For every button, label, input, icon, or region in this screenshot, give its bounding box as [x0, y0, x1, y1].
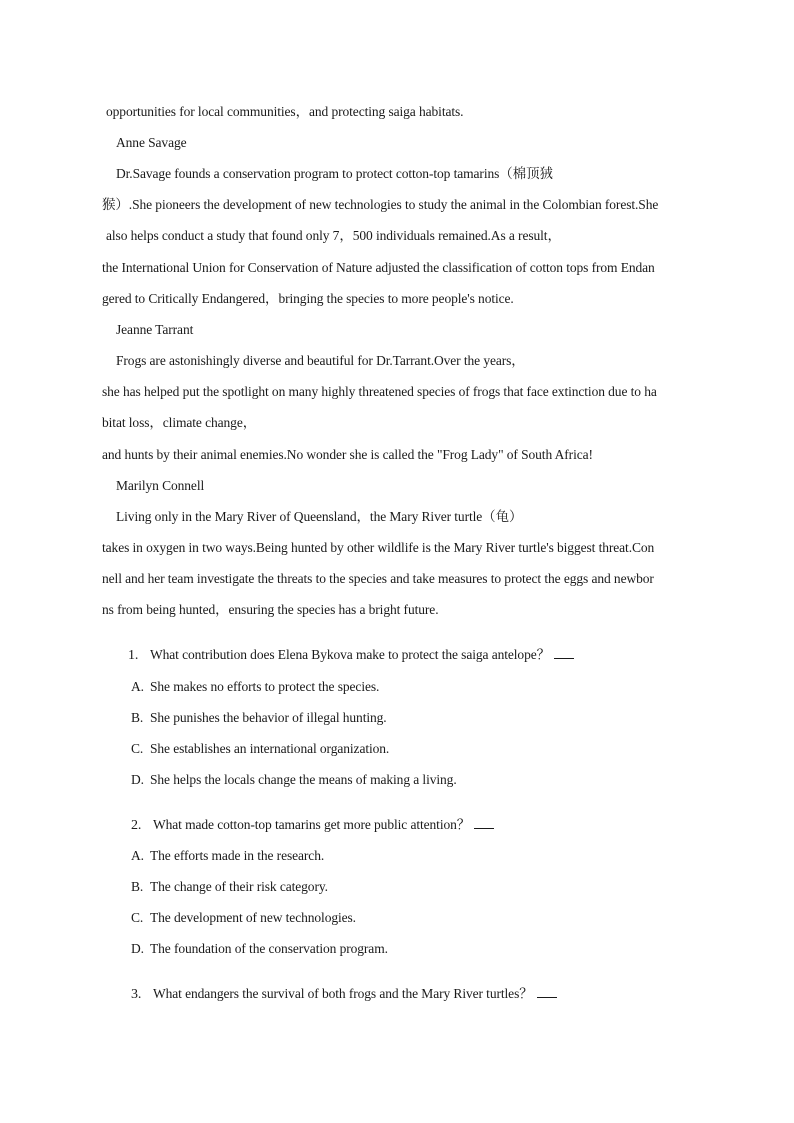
option-a[interactable]	[131, 678, 379, 696]
option-letter: A.	[131, 679, 144, 694]
question-number: 2.	[131, 818, 142, 833]
answer-blank[interactable]	[537, 985, 557, 998]
answer-blank[interactable]	[474, 816, 494, 829]
option-letter: D.	[131, 941, 144, 956]
option-letter: C.	[131, 910, 144, 925]
passage-line: the International Union for Conservation of Nature adjusted the classification of cotton tops from Endan	[102, 260, 655, 275]
section-heading-jeanne-tarrant: Jeanne Tarrant	[116, 322, 194, 337]
passage-line: and hunts by their animal enemies.No wonder she is called the "Frog Lady" of South Africa!	[102, 447, 593, 462]
question-stem	[131, 985, 557, 1004]
option-letter: C.	[131, 741, 144, 756]
option-letter: B.	[131, 879, 144, 894]
option-d[interactable]	[131, 771, 457, 789]
option-d[interactable]	[131, 940, 388, 958]
option-c[interactable]	[131, 740, 389, 758]
option-text: She helps the locals change the means of making a living.	[150, 772, 457, 787]
option-letter: D.	[131, 772, 144, 787]
passage-line: takes in oxygen in two ways.Being hunted by other wildlife is the Mary River turtle's biggest threat.Con	[102, 540, 655, 555]
question-text: What endangers the survival of both frogs and the Mary River turtles？	[153, 986, 533, 1001]
passage-line: opportunities for local communities，and protecting saiga habitats.	[106, 104, 464, 119]
option-letter: A.	[131, 848, 144, 863]
section-heading-anne-savage: Anne Savage	[116, 135, 187, 150]
passage-line: Frogs are astonishingly diverse and beautiful for Dr.Tarrant.Over the years，	[116, 353, 525, 368]
passage-line: ns from being hunted，ensuring the species has a bright future.	[102, 602, 439, 617]
option-text: She establishes an international organization.	[150, 741, 390, 756]
answer-blank[interactable]	[554, 646, 574, 659]
option-text: She punishes the behavior of illegal hunting.	[150, 710, 387, 725]
option-text: The efforts made in the research.	[150, 848, 325, 863]
question-text: What contribution does Elena Bykova make to protect the saiga antelope？	[150, 647, 551, 662]
passage-line: Living only in the Mary River of Queensland，the Mary River turtle（龟）	[116, 509, 523, 524]
passage-line: Dr.Savage founds a conservation program to protect cotton-top tamarins（棉顶狨	[116, 166, 553, 181]
option-b[interactable]	[131, 878, 328, 896]
option-text: The foundation of the conservation program.	[150, 941, 388, 956]
question-text: What made cotton-top tamarins get more public attention？	[153, 817, 471, 832]
option-c[interactable]	[131, 909, 356, 927]
passage-line: 猴）.She pioneers the development of new technologies to study the animal in the Colombian forest.She	[102, 197, 659, 212]
question-stem	[131, 816, 494, 835]
option-letter: B.	[131, 710, 144, 725]
passage-line: she has helped put the spotlight on many highly threatened species of frogs that face extinction due to ha	[102, 384, 657, 399]
option-b[interactable]	[131, 709, 387, 727]
passage-line: also helps conduct a study that found only 7，500 individuals remained.As a result，	[106, 228, 561, 243]
option-text: She makes no efforts to protect the species.	[150, 679, 380, 694]
passage-line: gered to Critically Endangered，bringing the species to more people's notice.	[102, 291, 514, 306]
question-number: 1.	[128, 648, 139, 663]
option-text: The change of their risk category.	[150, 879, 328, 894]
question-stem	[128, 646, 574, 665]
passage-line: nell and her team investigate the threats to the species and take measures to protect the eggs and newbor	[102, 571, 654, 586]
option-a[interactable]	[131, 847, 324, 865]
section-heading-marilyn-connell: Marilyn Connell	[116, 478, 205, 493]
question-number: 3.	[131, 987, 142, 1002]
passage-line: bitat loss，climate change，	[102, 415, 257, 430]
option-text: The development of new technologies.	[150, 910, 356, 925]
